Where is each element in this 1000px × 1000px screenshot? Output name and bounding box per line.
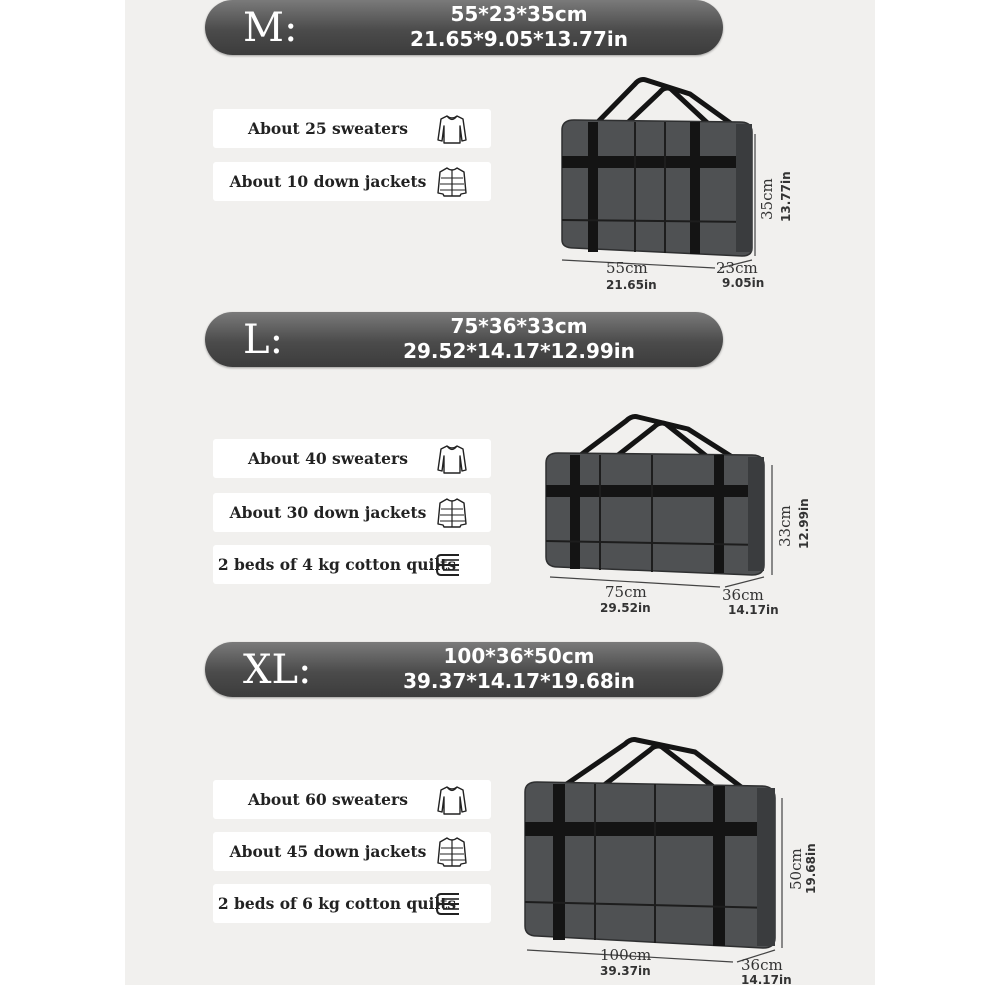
- size-label: XL:: [243, 647, 312, 693]
- dimensions-in: 21.65*9.05*13.77in: [410, 27, 628, 51]
- capacity-label: 2 beds of 4 kg cotton quilts: [217, 555, 457, 574]
- size-section-l: [0, 312, 1000, 642]
- folded-quilt-icon: [435, 888, 469, 920]
- capacity-label: About 60 sweaters: [248, 790, 408, 809]
- capacity-item-sweaters: [213, 780, 491, 819]
- capacity-item-down-jackets: [213, 162, 491, 201]
- width-cm-label: 75cm: [605, 583, 647, 601]
- dimensions-block: [325, 644, 713, 694]
- capacity-item-down-jackets: [213, 493, 491, 532]
- sweater-icon: [435, 443, 469, 475]
- depth-in-label: 14.17in: [728, 603, 779, 617]
- dimensions-block: [325, 314, 713, 364]
- folded-quilt-icon: [435, 549, 469, 581]
- size-banner: [205, 0, 723, 55]
- depth-cm-label: 36cm: [722, 586, 764, 604]
- height-in-label: 19.68in: [804, 843, 818, 894]
- size-section-xl: [0, 642, 1000, 987]
- capacity-label: About 10 down jackets: [229, 172, 427, 191]
- size-section-m: [0, 0, 1000, 330]
- sweater-icon: [435, 113, 469, 145]
- width-in-label: 21.65in: [606, 278, 657, 292]
- height-cm-label: 35cm: [758, 178, 776, 220]
- depth-in-label: 14.17in: [741, 973, 792, 987]
- capacity-label: 2 beds of 6 kg cotton quilts: [217, 894, 457, 913]
- capacity-label: About 45 down jackets: [229, 842, 427, 861]
- dimensions-cm: 100*36*50cm: [443, 644, 595, 668]
- dimensions-cm: 75*36*33cm: [450, 314, 588, 338]
- capacity-label: About 40 sweaters: [248, 449, 408, 468]
- depth-in-label: 9.05in: [722, 276, 765, 290]
- dimensions-in: 29.52*14.17*12.99in: [403, 339, 635, 363]
- down-jacket-icon: [435, 836, 469, 868]
- capacity-item-sweaters: [213, 109, 491, 148]
- storage-bag-xl-illustration: [505, 732, 818, 987]
- size-label: L:: [243, 317, 284, 363]
- size-banner: [205, 642, 723, 697]
- height-cm-label: 50cm: [787, 848, 805, 890]
- depth-cm-label: 36cm: [741, 956, 783, 974]
- capacity-label: About 25 sweaters: [248, 119, 408, 138]
- sweater-icon: [435, 784, 469, 816]
- depth-cm-label: 23cm: [716, 259, 758, 277]
- capacity-item-cotton-quilts: [213, 884, 491, 923]
- dimensions-cm: 55*23*35cm: [450, 2, 588, 26]
- storage-bag-l-illustration: [520, 407, 810, 627]
- storage-bag-m-illustration: [540, 70, 800, 300]
- size-banner: [205, 312, 723, 367]
- height-in-label: 12.99in: [797, 498, 811, 549]
- capacity-label: About 30 down jackets: [229, 503, 427, 522]
- dimensions-in: 39.37*14.17*19.68in: [403, 669, 635, 693]
- down-jacket-icon: [435, 497, 469, 529]
- capacity-item-sweaters: [213, 439, 491, 478]
- width-in-label: 29.52in: [600, 601, 651, 615]
- capacity-item-down-jackets: [213, 832, 491, 871]
- size-label: M:: [243, 5, 298, 51]
- width-in-label: 39.37in: [600, 964, 651, 978]
- capacity-item-cotton-quilts: [213, 545, 491, 584]
- dimensions-block: [325, 2, 713, 52]
- height-cm-label: 33cm: [776, 505, 794, 547]
- down-jacket-icon: [435, 166, 469, 198]
- width-cm-label: 100cm: [600, 946, 652, 964]
- width-cm-label: 55cm: [606, 259, 648, 277]
- height-in-label: 13.77in: [779, 171, 793, 222]
